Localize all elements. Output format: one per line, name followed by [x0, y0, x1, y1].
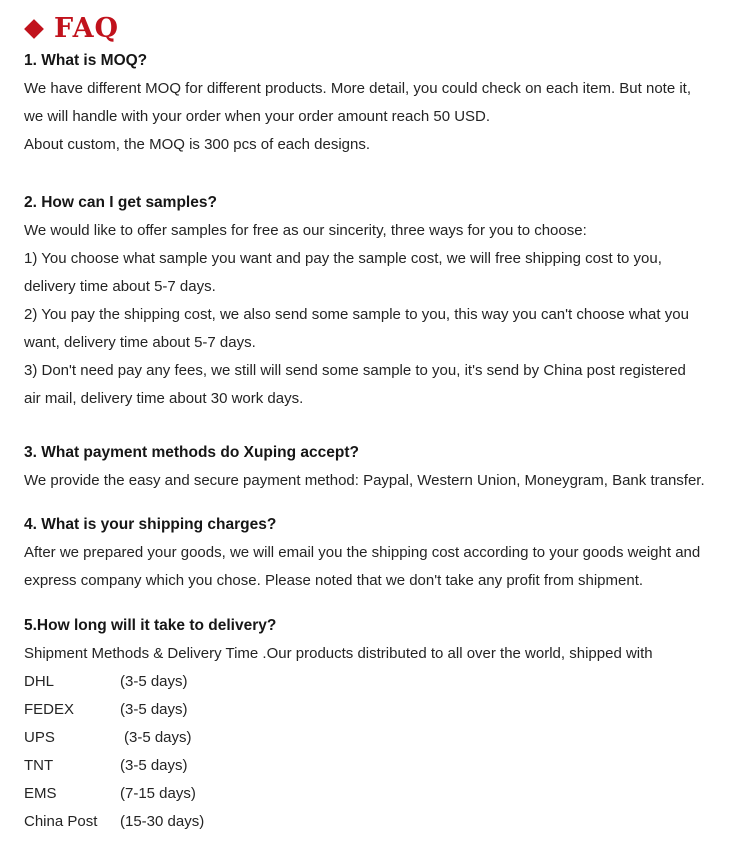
- faq-question: 4. What is your shipping charges?: [24, 516, 277, 533]
- faq-answer-line: express company which you chose. Please noted that we don't take any profit from shipment.: [24, 572, 644, 589]
- delivery-time: (3-5 days): [120, 757, 188, 774]
- carrier-name: China Post: [24, 813, 98, 830]
- shipping-row: [24, 752, 736, 780]
- faq-answer-line: We provide the easy and secure payment method: Paypal, Western Union, Moneygram, Bank transfer.: [24, 472, 705, 489]
- page-title: FAQ: [54, 13, 120, 44]
- delivery-time: (7-15 days): [120, 785, 196, 802]
- delivery-time: (15-30 days): [120, 813, 205, 830]
- delivery-time: (3-5 days): [124, 729, 192, 746]
- faq-answer-line: air mail, delivery time about 30 work days.: [24, 390, 304, 407]
- carrier-name: FEDEX: [24, 701, 75, 718]
- diamond-icon: [24, 19, 44, 39]
- faq-answer-line: About custom, the MOQ is 300 pcs of each designs.: [24, 136, 371, 153]
- faq-section-shipping-charges: [24, 511, 736, 595]
- faq-answer-line: we will handle with your order when your order amount reach 50 USD.: [24, 108, 491, 125]
- faq-answer-line: 1) You choose what sample you want and pay the sample cost, we will free shipping cost to you,: [24, 250, 662, 267]
- faq-question: 2. How can I get samples?: [24, 194, 217, 211]
- faq-answer-line: want, delivery time about 5-7 days.: [24, 334, 256, 351]
- faq-answer-line: 3) Don't need pay any fees, we still will send some sample to you, it's send by China post registered: [24, 362, 686, 379]
- carrier-name: DHL: [24, 673, 55, 690]
- faq-section-moq: [24, 47, 736, 159]
- shipping-row: [24, 780, 736, 808]
- faq-section-payment: [24, 439, 736, 495]
- shipping-row: [24, 668, 736, 696]
- faq-question: 5.How long will it take to delivery?: [24, 617, 277, 634]
- carrier-name: TNT: [24, 757, 54, 774]
- faq-answer-line: 2) You pay the shipping cost, we also send some sample to you, this way you can't choose what you: [24, 306, 689, 323]
- faq-answer-line: Shipment Methods & Delivery Time .Our products distributed to all over the world, shipped with: [24, 645, 653, 662]
- faq-section-header: [24, 10, 736, 47]
- faq-answer-line: We have different MOQ for different products. More detail, you could check on each item. But note it,: [24, 80, 692, 97]
- faq-answer-line: delivery time about 5-7 days.: [24, 278, 216, 295]
- faq-question: 1. What is MOQ?: [24, 52, 148, 69]
- faq-section-samples: [24, 189, 736, 413]
- shipping-row: [24, 696, 736, 724]
- faq-question: 3. What payment methods do Xuping accept?: [24, 444, 360, 461]
- faq-answer-line: We would like to offer samples for free as our sincerity, three ways for you to choose:: [24, 222, 587, 239]
- delivery-time: (3-5 days): [120, 673, 188, 690]
- shipping-row: [24, 808, 736, 836]
- shipping-row: [24, 724, 736, 752]
- carrier-name: EMS: [24, 785, 57, 802]
- delivery-time: (3-5 days): [120, 701, 188, 718]
- faq-section-delivery: [24, 612, 736, 836]
- carrier-name: UPS: [24, 729, 55, 746]
- faq-answer-line: After we prepared your goods, we will email you the shipping cost according to your goods weight and: [24, 544, 701, 561]
